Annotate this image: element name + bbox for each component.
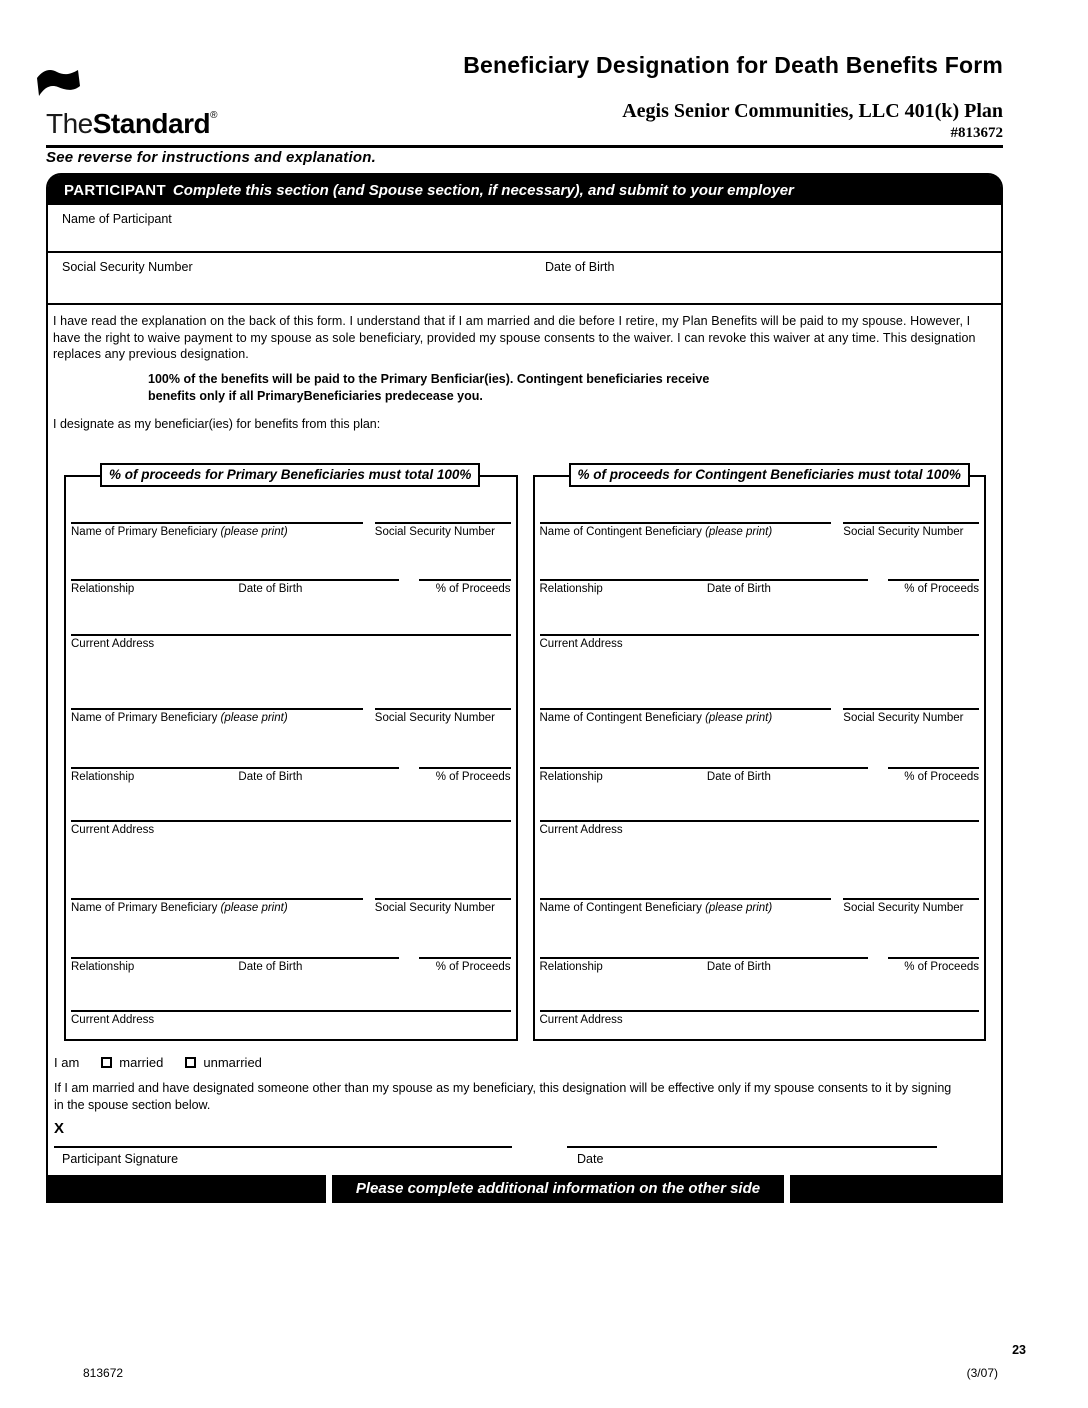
relationship-label: Relationship xyxy=(539,582,603,595)
please-print-label: (please print) xyxy=(705,711,773,724)
please-print-label: (please print) xyxy=(220,711,288,724)
dob-label: Date of Birth xyxy=(238,960,303,973)
primary1-relationship-dob-field[interactable] xyxy=(71,579,399,595)
primary2-proceeds-field[interactable] xyxy=(419,767,510,783)
please-print-label: (please print) xyxy=(705,525,773,538)
contingent3-name-field[interactable] xyxy=(540,898,832,914)
contingent3-address-field[interactable] xyxy=(540,1010,980,1026)
primary-beneficiary-block-2 xyxy=(71,708,511,836)
primary2-ssn-field[interactable] xyxy=(375,708,511,724)
form-number: 813672 xyxy=(83,1366,124,1380)
participant-signature-line[interactable] xyxy=(54,1146,512,1148)
benefits-note-line1: 100% of the benefits will be paid to the Primary Benficiar(ies). Contingent beneficiaries receive xyxy=(148,371,710,386)
please-print-label: (please print) xyxy=(705,901,773,914)
address-label: Current Address xyxy=(539,823,623,836)
name-label: Name of Primary Beneficiary xyxy=(71,711,221,724)
primary1-name-field[interactable] xyxy=(71,522,363,538)
form-title: Beneficiary Designation for Death Benefits Form xyxy=(463,52,1003,78)
bottom-instruction-bar xyxy=(48,1175,1001,1203)
contingent-column-header: % of proceeds for Contingent Beneficiaries must total 100% xyxy=(569,463,970,487)
primary-column-header: % of proceeds for Primary Beneficiaries must total 100% xyxy=(100,463,480,487)
primary1-ssn-field[interactable] xyxy=(375,522,511,538)
beneficiary-columns xyxy=(64,466,986,1041)
primary2-relationship-dob-field[interactable] xyxy=(71,767,399,783)
contingent1-name-field[interactable] xyxy=(540,522,832,538)
dob-label: Date of Birth xyxy=(706,582,771,595)
relationship-label: Relationship xyxy=(539,770,603,783)
plan-number: #813672 xyxy=(950,125,1003,141)
address-label: Current Address xyxy=(71,823,155,836)
primary1-address-field[interactable] xyxy=(71,634,511,650)
contingent2-relationship-dob-field[interactable] xyxy=(540,767,868,783)
logo-the-text: The xyxy=(46,108,93,139)
proceeds-label: % of Proceeds xyxy=(904,770,979,783)
primary3-relationship-dob-field[interactable] xyxy=(71,957,399,973)
marital-prefix: I am xyxy=(54,1054,80,1070)
address-label: Current Address xyxy=(71,637,155,650)
participant-signature-label: Participant Signature xyxy=(62,1151,179,1166)
primary3-ssn-field[interactable] xyxy=(375,898,511,914)
ssn-label: Social Security Number xyxy=(374,901,495,914)
ssn-label: Social Security Number xyxy=(843,901,964,914)
ssn-label: Social Security Number xyxy=(374,711,495,724)
trademark-symbol: ® xyxy=(210,110,217,121)
contingent2-proceeds-field[interactable] xyxy=(888,767,979,783)
name-label: Name of Contingent Beneficiary xyxy=(539,525,706,538)
contingent-beneficiary-block-1 xyxy=(540,522,980,650)
dob-label: Date of Birth xyxy=(706,770,771,783)
contingent2-ssn-field[interactable] xyxy=(843,708,979,724)
name-label: Name of Contingent Beneficiary xyxy=(539,901,706,914)
see-reverse-note: See reverse for instructions and explanation. xyxy=(46,149,376,166)
primary1-proceeds-field[interactable] xyxy=(419,579,510,595)
unmarried-label: unmarried xyxy=(203,1054,262,1070)
contingent1-ssn-field[interactable] xyxy=(843,522,979,538)
participant-dob-label: Date of Birth xyxy=(545,260,615,274)
legal-text: I have read the explanation on the back of this form. I understand that if I am married and die before I retire, my Plan Benefits will be paid to my spouse. However, I have the right to waive payment to my spouse as sole beneficiary, provided my spouse consents to the waiver. I can revoke this waiver at any time. This designation replaces any previous designation. xyxy=(53,314,976,361)
participant-section xyxy=(46,173,1003,1203)
date-label: Date xyxy=(577,1151,604,1166)
revision-date: (3/07) xyxy=(966,1366,998,1380)
participant-ssn-label: Social Security Number xyxy=(62,260,193,274)
contingent3-proceeds-field[interactable] xyxy=(888,957,979,973)
contingent2-name-field[interactable] xyxy=(540,708,832,724)
proceeds-label: % of Proceeds xyxy=(435,770,511,783)
married-label: married xyxy=(119,1054,164,1070)
primary2-address-field[interactable] xyxy=(71,820,511,836)
please-print-label: (please print) xyxy=(220,525,288,538)
primary-beneficiary-block-1 xyxy=(71,522,511,650)
contingent1-relationship-dob-field[interactable] xyxy=(540,579,868,595)
contingent1-address-field[interactable] xyxy=(540,634,980,650)
primary3-proceeds-field[interactable] xyxy=(419,957,510,973)
section-instruction: Complete this section (and Spouse section, if necessary), and submit to your employer xyxy=(172,181,794,199)
benefits-note xyxy=(148,371,971,405)
signature-gap xyxy=(512,1146,567,1148)
bar-instruction-text: Please complete additional information on the other side xyxy=(332,1175,784,1203)
contingent-beneficiary-block-3 xyxy=(540,898,980,1026)
address-label: Current Address xyxy=(539,637,623,650)
participant-ssn-dob-row xyxy=(48,253,1001,305)
page-number: 23 xyxy=(1012,1343,1026,1357)
signature-x-mark: X xyxy=(54,1119,65,1137)
proceeds-label: % of Proceeds xyxy=(435,960,511,973)
please-print-label: (please print) xyxy=(220,901,288,914)
unmarried-checkbox[interactable] xyxy=(185,1057,196,1068)
contingent3-ssn-field[interactable] xyxy=(843,898,979,914)
designate-text: I designate as my beneficiar(ies) for benefits from this plan: xyxy=(53,416,381,431)
primary-beneficiary-block-3 xyxy=(71,898,511,1026)
relationship-label: Relationship xyxy=(539,960,603,973)
participant-section-header xyxy=(48,175,1001,205)
name-label: Name of Primary Beneficiary xyxy=(71,525,221,538)
participant-name-field[interactable] xyxy=(48,205,1001,253)
relationship-label: Relationship xyxy=(71,770,135,783)
header-divider xyxy=(46,145,1003,148)
contingent-beneficiary-block-2 xyxy=(540,708,980,836)
section-title: PARTICIPANT xyxy=(64,181,166,199)
proceeds-label: % of Proceeds xyxy=(435,582,511,595)
bar-segment-left xyxy=(48,1175,326,1203)
logo-standard-text: Standard xyxy=(92,108,211,139)
name-label: Name of Contingent Beneficiary xyxy=(539,711,706,724)
proceeds-label: % of Proceeds xyxy=(904,960,979,973)
proceeds-label: % of Proceeds xyxy=(904,582,979,595)
ssn-label: Social Security Number xyxy=(374,525,495,538)
primary3-name-field[interactable] xyxy=(71,898,363,914)
ssn-label: Social Security Number xyxy=(843,525,964,538)
address-label: Current Address xyxy=(71,1013,155,1026)
dob-label: Date of Birth xyxy=(238,770,303,783)
contingent3-relationship-dob-field[interactable] xyxy=(540,957,868,973)
benefits-note-line2: benefits only if all PrimaryBeneficiaries predecease you. xyxy=(148,388,483,403)
participant-dob-field[interactable] xyxy=(545,260,614,303)
address-label: Current Address xyxy=(539,1013,623,1026)
participant-name-label: Name of Participant xyxy=(62,212,172,226)
marital-status-row xyxy=(54,1055,1001,1070)
primary2-name-field[interactable] xyxy=(71,708,363,724)
relationship-label: Relationship xyxy=(71,582,135,595)
plan-name: Aegis Senior Communities, LLC 401(k) Plan xyxy=(622,100,1003,122)
relationship-label: Relationship xyxy=(71,960,135,973)
participant-ssn-field[interactable] xyxy=(62,260,545,303)
married-checkbox[interactable] xyxy=(101,1057,112,1068)
contingent1-proceeds-field[interactable] xyxy=(888,579,979,595)
contingent-beneficiaries-box xyxy=(533,466,987,1041)
dob-label: Date of Birth xyxy=(238,582,303,595)
primary3-address-field[interactable] xyxy=(71,1010,511,1026)
primary-beneficiaries-box xyxy=(64,466,518,1041)
name-label: Name of Primary Beneficiary xyxy=(71,901,221,914)
signature-lines xyxy=(54,1146,1001,1148)
dob-label: Date of Birth xyxy=(706,960,771,973)
spouse-consent-text: If I am married and have designated someone other than my spouse as my beneficiary, this designation will be effective only if my spouse consents to it by signing in the spouse section below. xyxy=(54,1080,952,1112)
date-line[interactable] xyxy=(567,1146,937,1148)
bar-segment-right xyxy=(790,1175,1001,1203)
contingent2-address-field[interactable] xyxy=(540,820,980,836)
ssn-label: Social Security Number xyxy=(843,711,964,724)
signature-labels xyxy=(62,1152,1001,1166)
